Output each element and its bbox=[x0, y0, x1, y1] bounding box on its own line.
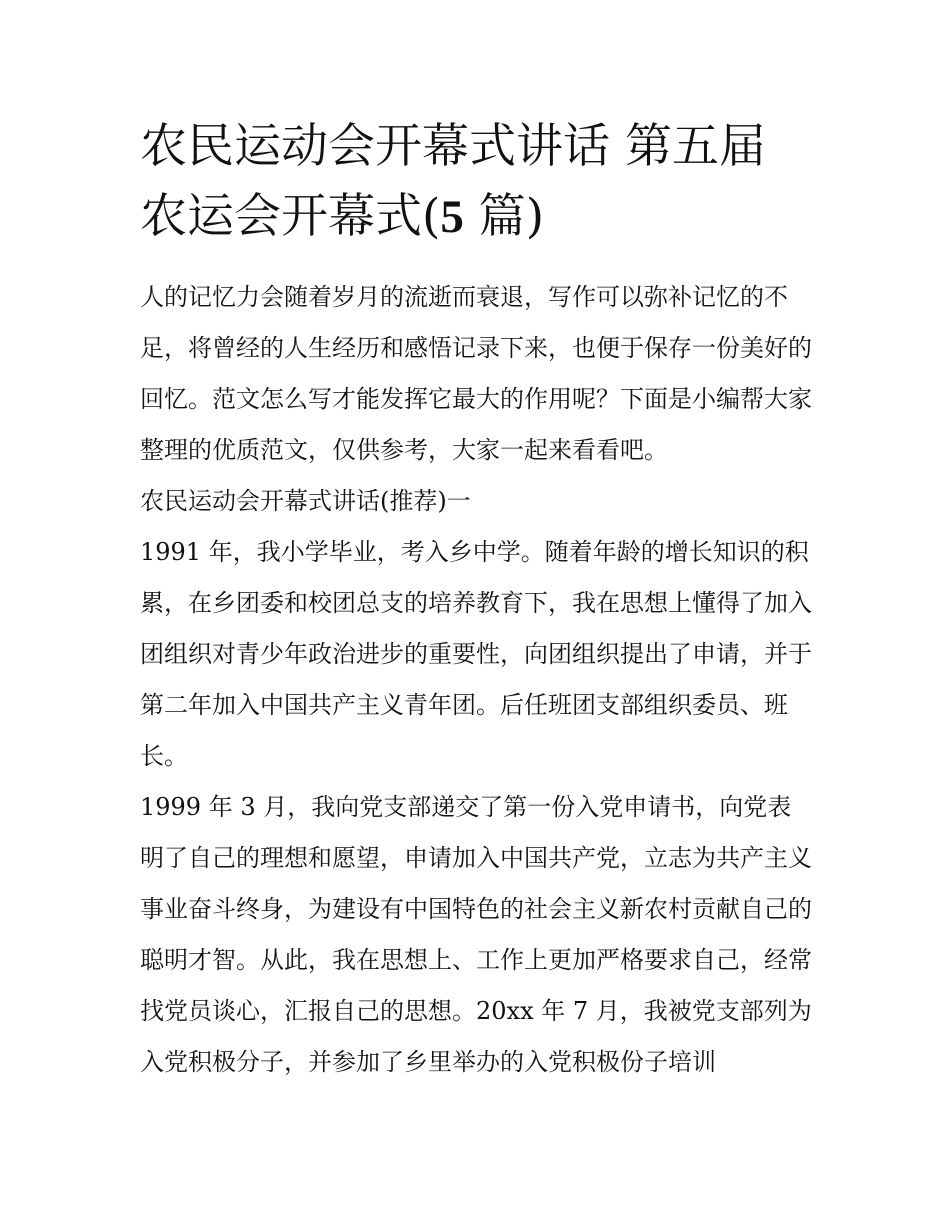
document-body bbox=[140, 272, 812, 1088]
title-text-part2: 篇) bbox=[463, 189, 545, 244]
title-text-part1: 农民运动会开幕式讲话 第五届农运会开幕式( bbox=[140, 119, 766, 244]
body-paragraph: 1999 年 3 月，我向党支部递交了第一份入党申请书，向党表明了自己的理想和愿望，申请加入中国共产党，立志为共产主义事业奋斗终身，为建设有中国特色的社会主义新农村贡献自己的聪明才智。从此，我在思想上、工作上更加严格要求自己，经常找党员谈心，汇报自己的思想。20xx 年 7 月，我被党支部列为入党积极分子，并参加了乡里举办的入党积极份子培训 bbox=[140, 793, 812, 1076]
title-number: 5 bbox=[440, 191, 464, 243]
document-title bbox=[140, 112, 812, 252]
body-paragraph: 1991 年，我小学毕业，考入乡中学。随着年龄的增长知识的积累，在乡团委和校团总支的培养教育下，我在思想上懂得了加入团组织对青少年政治进步的重要性，向团组织提出了申请，并于第二年加入中国共产主义青年团。后任班团支部组织委员、班长。 bbox=[140, 538, 812, 770]
intro-paragraph: 人的记忆力会随着岁月的流逝而衰退，写作可以弥补记忆的不足，将曾经的人生经历和感悟记录下来，也便于保存一份美好的回忆。范文怎么写才能发挥它最大的作用呢？下面是小编帮大家整理的优质范文，仅供参考，大家一起来看看吧。 bbox=[140, 283, 812, 464]
document-content bbox=[140, 112, 812, 1088]
section-heading: 农民运动会开幕式讲话(推荐)一 bbox=[140, 487, 471, 515]
